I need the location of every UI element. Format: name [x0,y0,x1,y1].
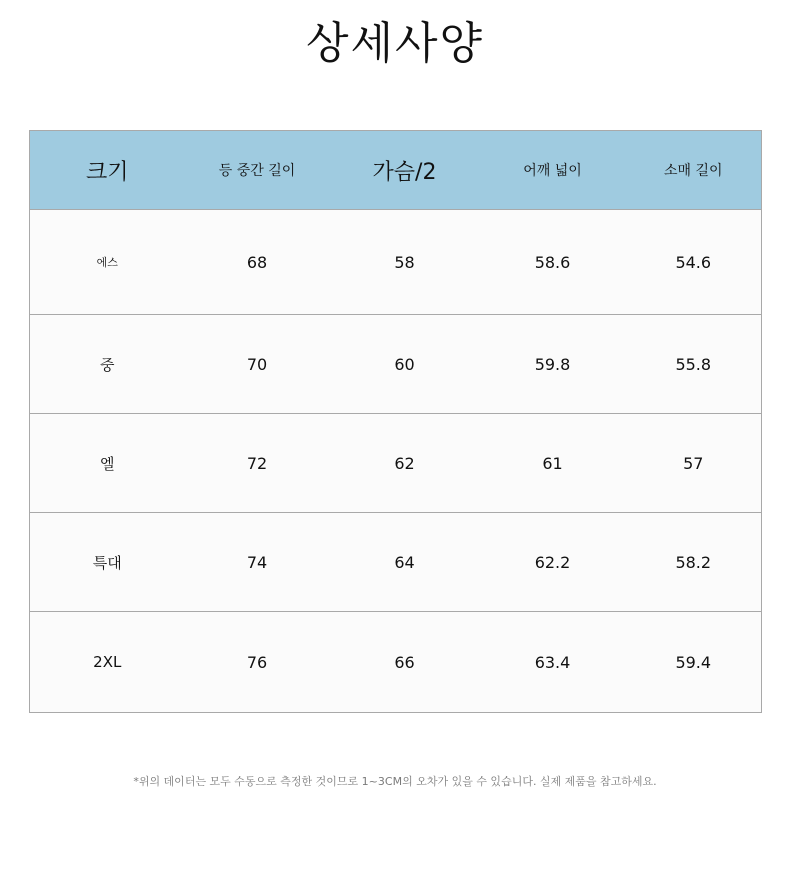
shoulder-cell: 58.6 [480,210,626,315]
chest-cell: 62 [330,414,480,513]
table-row [30,315,762,414]
size-spec-table [29,130,762,713]
size-cell: 엘 [30,414,185,513]
header-back-length: 등 중간 길이 [185,131,330,210]
chest-cell: 64 [330,513,480,612]
size-cell: 에스 [30,210,185,315]
shoulder-cell: 59.8 [480,315,626,414]
chest-cell: 66 [330,612,480,713]
measurement-footnote: *위의 데이터는 모두 수동으로 측정한 것이므로 1~3CM의 오차가 있을 수 있습니다. 실제 제품을 참고하세요. [133,775,657,788]
chest-cell: 58 [330,210,480,315]
sleeve-cell: 57 [626,414,762,513]
table-header-row [30,131,762,210]
size-cell: 특대 [30,513,185,612]
shoulder-cell: 63.4 [480,612,626,713]
header-size: 크기 [30,131,185,210]
back-length-cell: 70 [185,315,330,414]
sleeve-cell: 54.6 [626,210,762,315]
sleeve-cell: 58.2 [626,513,762,612]
shoulder-cell: 61 [480,414,626,513]
back-length-cell: 68 [185,210,330,315]
sleeve-cell: 55.8 [626,315,762,414]
back-length-cell: 74 [185,513,330,612]
page-title: 상세사양 [305,18,484,69]
size-cell: 2XL [30,612,185,713]
table-row [30,210,762,315]
header-sleeve-length: 소매 길이 [626,131,762,210]
header-chest-half: 가슴/2 [330,131,480,210]
size-cell: 중 [30,315,185,414]
header-shoulder-width: 어깨 넓이 [480,131,626,210]
shoulder-cell: 62.2 [480,513,626,612]
table-row [30,513,762,612]
table-row [30,612,762,713]
sleeve-cell: 59.4 [626,612,762,713]
chest-cell: 60 [330,315,480,414]
table-row [30,414,762,513]
back-length-cell: 72 [185,414,330,513]
back-length-cell: 76 [185,612,330,713]
